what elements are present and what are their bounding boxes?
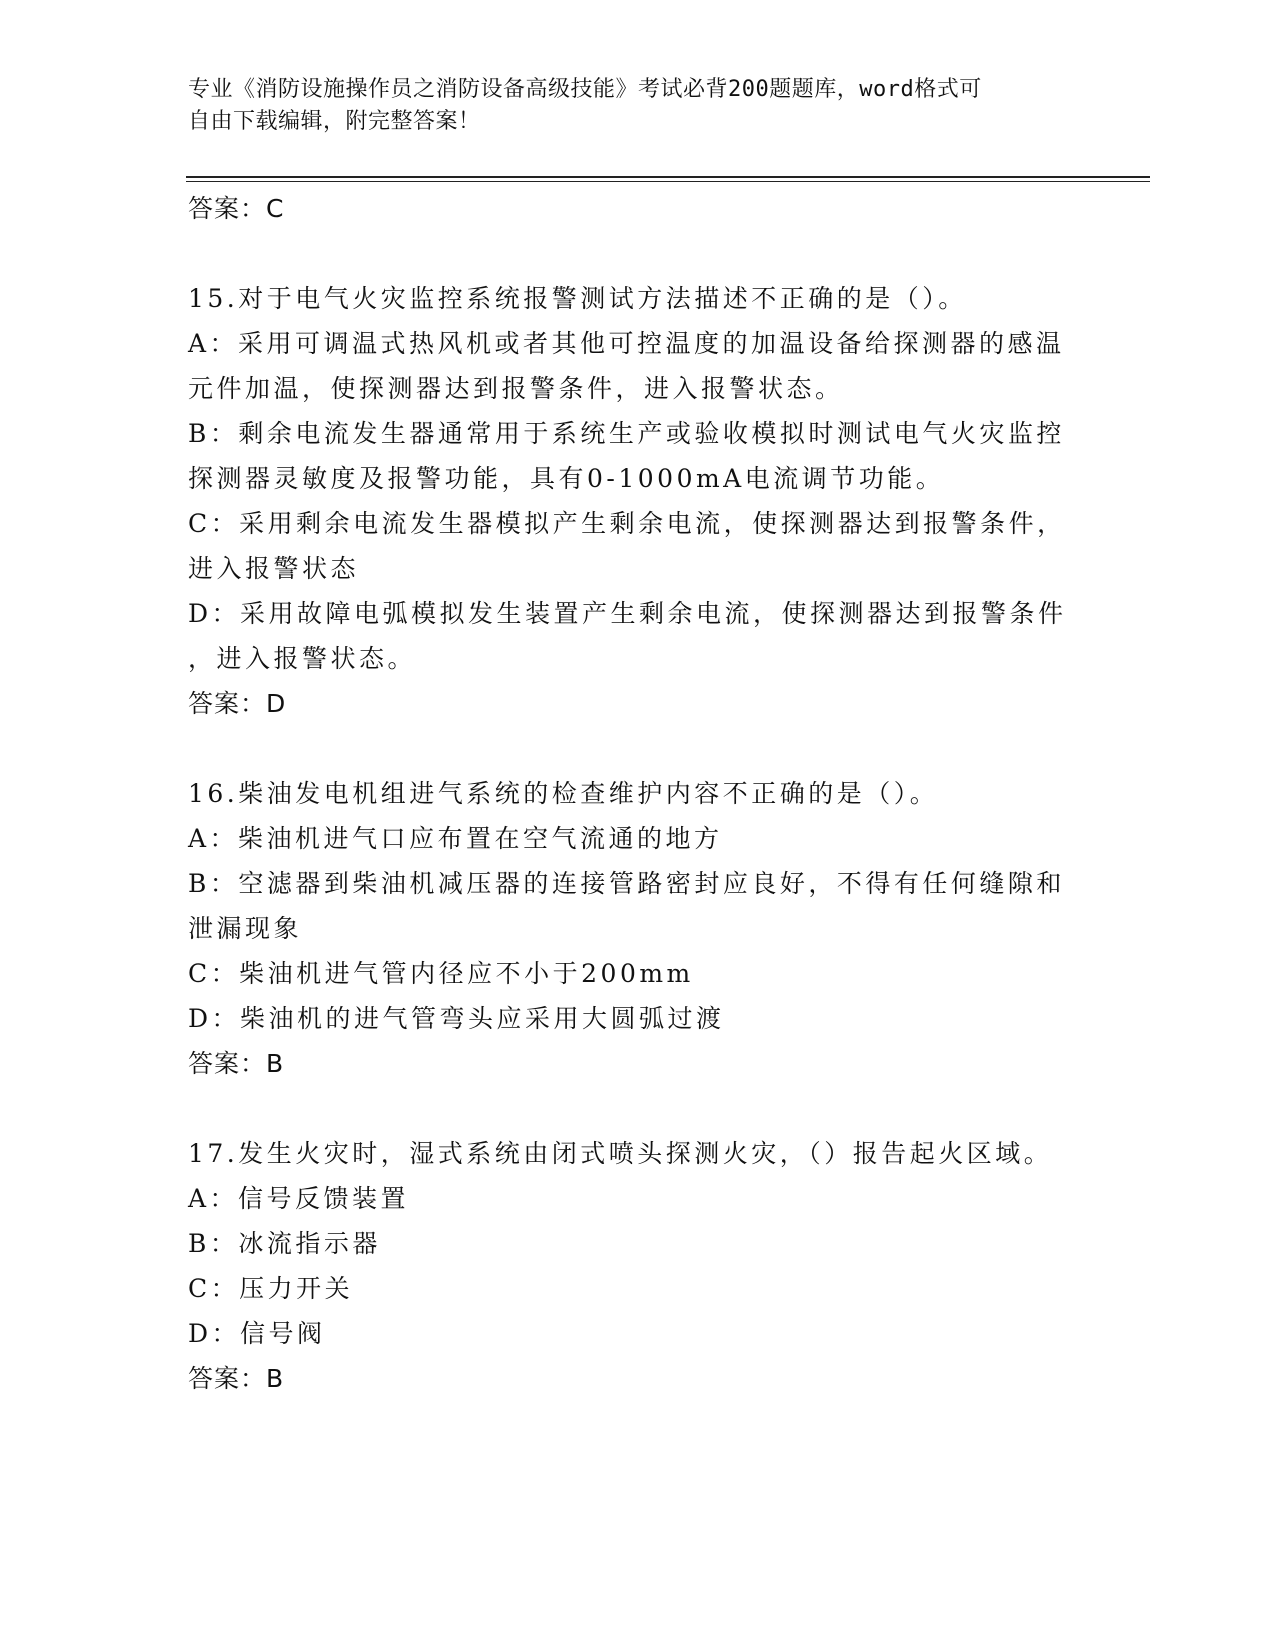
option-a: A：采用可调温式热风机或者其他可控温度的加温设备给探测器的感温 [188, 329, 1065, 358]
option-c: C：采用剩余电流发生器模拟产生剩余电流，使探测器达到报警条件， [188, 509, 1066, 538]
question-stem: 17.发生火灾时，湿式系统由闭式喷头探测火灾，（）报告起火区域。 [188, 1139, 1053, 1168]
question-15 [188, 276, 1088, 726]
question-17 [188, 1131, 1088, 1401]
option-b-cont: 探测器灵敏度及报警功能，具有0-1000mA电流调节功能。 [188, 464, 945, 493]
question-stem: 15.对于电气火灾监控系统报警测试方法描述不正确的是（）。 [188, 284, 967, 313]
option-d-cont: ，进入报警状态。 [188, 644, 417, 673]
document-header [188, 74, 1068, 138]
option-b: B：空滤器到柴油机减压器的连接管路密封应良好，不得有任何缝隙和 [188, 869, 1065, 898]
spacer [188, 231, 1088, 276]
header-line-2: 自由下载编辑，附完整答案！ [188, 109, 481, 134]
option-c: C：压力开关 [188, 1274, 354, 1303]
option-a-cont: 元件加温，使探测器达到报警条件，进入报警状态。 [188, 374, 844, 403]
spacer [188, 726, 1088, 771]
option-b: B：冰流指示器 [188, 1229, 381, 1258]
spacer [188, 1086, 1088, 1131]
option-c-cont: 进入报警状态 [188, 554, 360, 583]
option-a: A：信号反馈装置 [188, 1184, 410, 1213]
header-line-1: 专业《消防设施操作员之消防设备高级技能》考试必背200题题库，word格式可 [188, 77, 982, 102]
answer-line: 答案：D [188, 689, 287, 718]
header-divider [186, 176, 1150, 182]
option-d: D：采用故障电弧模拟发生装置产生剩余电流，使探测器达到报警条件 [188, 599, 1067, 628]
answer-line: 答案：B [188, 1049, 285, 1078]
option-a: A：柴油机进气口应布置在空气流通的地方 [188, 824, 723, 853]
option-c: C：柴油机进气管内径应不小于200mm [188, 959, 694, 988]
question-stem: 16.柴油发电机组进气系统的检查维护内容不正确的是（）。 [188, 779, 939, 808]
answer-line: 答案：C [188, 194, 285, 223]
option-b: B：剩余电流发生器通常用于系统生产或验收模拟时测试电气火灾监控 [188, 419, 1065, 448]
option-b-cont: 泄漏现象 [188, 914, 303, 943]
option-d: D：柴油机的进气管弯头应采用大圆弧过渡 [188, 1004, 725, 1033]
option-d: D：信号阀 [188, 1319, 326, 1348]
question-16 [188, 771, 1088, 1086]
document-body [188, 186, 1088, 1401]
answer-line: 答案：B [188, 1364, 285, 1393]
